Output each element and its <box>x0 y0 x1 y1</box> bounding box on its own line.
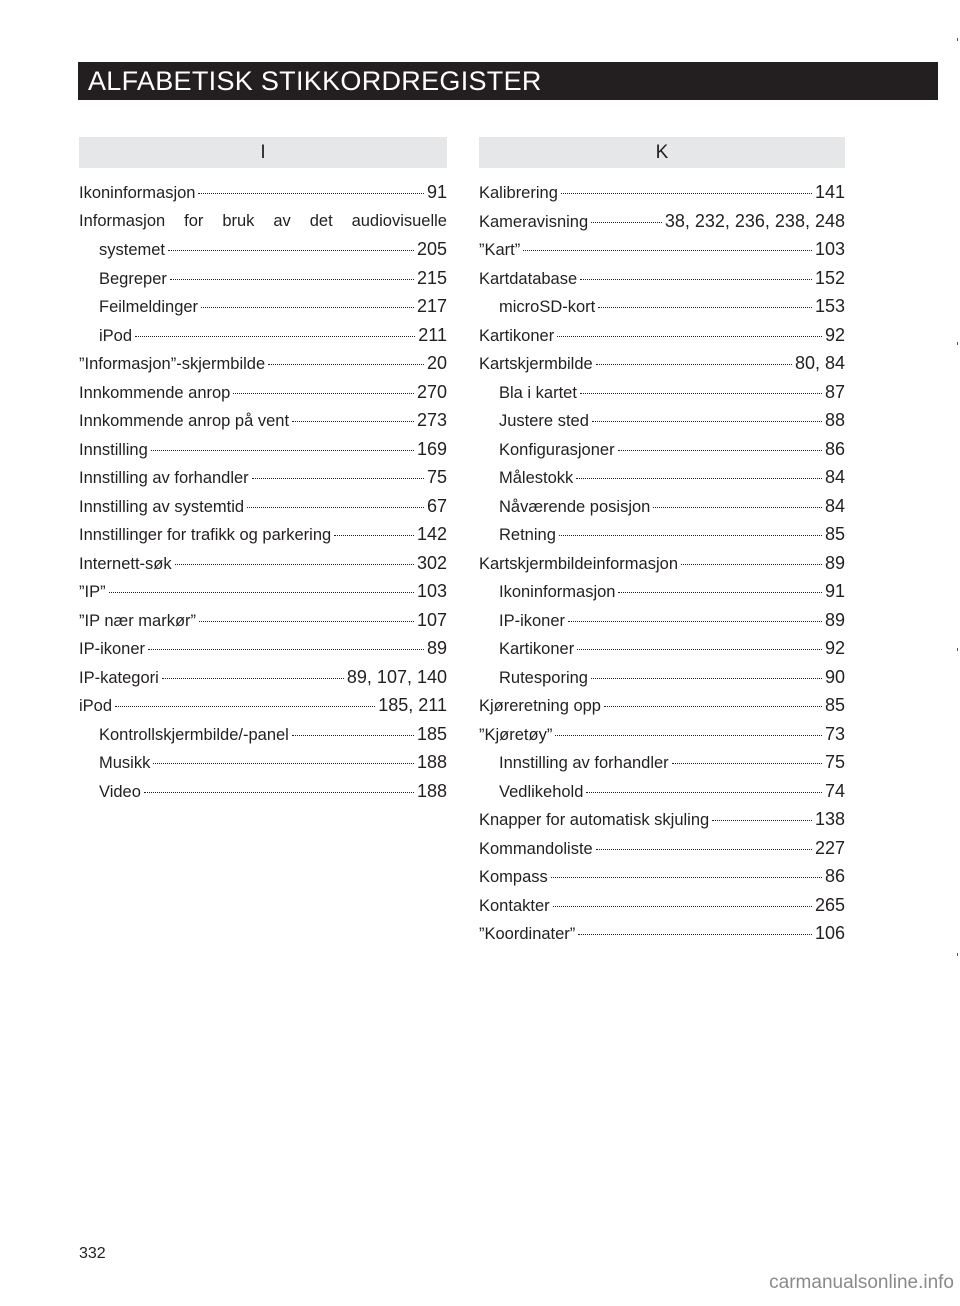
dot-leader <box>596 849 812 850</box>
index-entry <box>79 663 447 692</box>
index-term: systemet <box>99 241 166 259</box>
index-entry <box>479 720 845 749</box>
index-term: Retning <box>499 526 556 544</box>
index-subentry <box>479 663 845 692</box>
index-page-ref: 92 <box>824 638 845 658</box>
index-term: Kameravisning <box>479 212 589 231</box>
dot-leader <box>233 393 414 394</box>
index-term: ”IP nær markør” <box>79 611 197 630</box>
index-term: Innstilling av forhandler <box>79 469 249 487</box>
section-heading-i: I <box>79 137 447 168</box>
index-page-ref: 85 <box>824 524 845 544</box>
index-term: Musikk <box>99 754 151 772</box>
index-page-ref: 107 <box>416 609 447 630</box>
index-page-ref: 215 <box>416 267 447 288</box>
index-page-ref: 185, 211 <box>378 695 447 715</box>
index-page-ref: 80, 84 <box>794 353 845 373</box>
index-term: Kartikoner <box>479 326 555 345</box>
index-entry <box>79 520 447 549</box>
index-term: Kompass <box>479 868 548 886</box>
index-page-ref: 84 <box>824 467 845 487</box>
index-term: Ikoninformasjon <box>79 184 196 202</box>
index-page-ref: 103 <box>814 239 845 259</box>
dot-leader <box>586 792 822 793</box>
index-term: Kartikoner <box>499 640 575 658</box>
dot-leader <box>162 678 344 679</box>
index-page-ref: 302 <box>416 552 447 573</box>
page-number: 332 <box>79 1245 106 1262</box>
index-page-ref: 185 <box>416 723 447 744</box>
index-entry <box>79 463 447 492</box>
dot-leader <box>292 421 414 422</box>
index-page-ref: 217 <box>416 296 447 316</box>
index-term: Innstilling <box>79 440 148 459</box>
index-entry <box>79 577 447 606</box>
index-subentry <box>479 406 845 435</box>
index-term: Kontakter <box>479 896 550 915</box>
index-entry-word: for <box>184 211 204 230</box>
index-entry <box>79 492 447 521</box>
index-page-ref: 75 <box>824 752 845 772</box>
index-page-ref: 75 <box>426 467 447 487</box>
dot-leader <box>201 307 414 308</box>
page-title: ALFABETISK STIKKORDREGISTER <box>88 66 542 96</box>
dot-leader <box>596 364 792 365</box>
index-term: Kartskjermbilde <box>479 355 593 373</box>
index-entry <box>79 691 447 720</box>
dot-leader <box>523 250 812 251</box>
index-term: Kommandoliste <box>479 839 593 858</box>
index-term: ”Koordinater” <box>479 925 576 943</box>
index-term: Innkommende anrop på vent <box>79 412 290 430</box>
index-page-ref: 211 <box>418 324 447 345</box>
index-entry <box>479 235 845 264</box>
dot-leader <box>681 564 822 565</box>
index-term: iPod <box>99 326 133 345</box>
dot-leader <box>135 336 415 337</box>
index-term: Innstilling av forhandler <box>499 754 669 772</box>
dot-leader <box>553 906 812 907</box>
index-term: ”Informasjon”-skjermbilde <box>79 355 266 373</box>
index-term: ”Kart” <box>479 241 521 259</box>
index-entry <box>479 805 845 834</box>
index-page-ref: 188 <box>416 780 447 801</box>
dot-leader <box>334 535 414 536</box>
index-page-ref: 89 <box>426 638 447 658</box>
index-entry-word: audiovisuelle <box>351 211 447 230</box>
dot-leader <box>561 193 812 194</box>
index-entry <box>479 691 845 720</box>
index-subentry <box>479 777 845 806</box>
index-page-ref: 273 <box>416 410 447 430</box>
dot-leader <box>168 250 414 251</box>
index-term: Internett-søk <box>79 554 172 573</box>
dot-leader <box>151 450 414 451</box>
index-entry <box>479 919 845 948</box>
index-entry <box>479 207 845 236</box>
index-subentry <box>479 378 845 407</box>
index-term: Innkommende anrop <box>79 383 231 402</box>
index-page-ref: 89 <box>824 609 845 630</box>
dot-leader <box>653 507 822 508</box>
section-heading-k: K <box>479 137 845 168</box>
dot-leader <box>604 706 822 707</box>
crop-mark <box>957 38 958 41</box>
index-term: Begreper <box>99 269 167 288</box>
index-subentry <box>479 463 845 492</box>
dot-leader <box>170 279 414 280</box>
index-term: IP-ikoner <box>499 611 566 630</box>
dot-leader <box>618 450 822 451</box>
index-page-ref: 141 <box>814 182 845 202</box>
index-page-ref: 84 <box>824 495 845 516</box>
dot-leader <box>551 877 822 878</box>
index-subentry <box>79 777 447 806</box>
index-entry-word: bruk <box>222 211 255 230</box>
index-term: Nåværende posisjon <box>499 497 651 516</box>
index-term: Kartskjermbildeinformasjon <box>479 554 678 573</box>
index-term: Målestokk <box>499 469 574 487</box>
index-term: Konfigurasjoner <box>499 440 615 459</box>
dot-leader <box>247 507 424 508</box>
index-entry <box>479 891 845 920</box>
index-page-ref: 142 <box>416 524 447 544</box>
index-entry <box>479 178 845 207</box>
index-page-ref: 188 <box>416 752 447 772</box>
index-entry <box>79 606 447 635</box>
index-subentry <box>479 634 845 663</box>
dot-leader <box>618 592 821 593</box>
index-subentry <box>479 492 845 521</box>
dot-leader <box>292 735 414 736</box>
dot-leader <box>144 792 414 793</box>
index-entry <box>79 378 447 407</box>
index-page-ref: 88 <box>824 410 845 430</box>
index-term: Feilmeldinger <box>99 298 199 316</box>
dot-leader <box>580 393 822 394</box>
index-subentry <box>79 720 447 749</box>
index-list-right <box>479 178 845 948</box>
index-entry-wrapped-line <box>79 207 447 236</box>
dot-leader <box>559 535 822 536</box>
index-entry-word: av <box>273 211 291 230</box>
dot-leader <box>153 763 414 764</box>
dot-leader <box>198 193 423 194</box>
dot-leader <box>555 735 822 736</box>
index-page-ref: 20 <box>426 353 447 373</box>
index-column-right <box>479 137 845 948</box>
index-page-ref: 89, 107, 140 <box>346 666 447 687</box>
index-term: IP-ikoner <box>79 640 146 658</box>
index-column-left <box>79 137 447 805</box>
index-entry <box>79 235 447 264</box>
index-term: Knapper for automatisk skjuling <box>479 811 710 829</box>
index-term: Kontrollskjermbilde/-panel <box>99 725 289 744</box>
index-page-ref: 86 <box>824 866 845 886</box>
index-page-ref: 87 <box>824 381 845 402</box>
index-page-ref: 153 <box>814 296 845 316</box>
index-subentry <box>79 321 447 350</box>
index-page-ref: 90 <box>824 666 845 687</box>
dot-leader <box>109 592 414 593</box>
dot-leader <box>568 621 822 622</box>
index-entry <box>479 862 845 891</box>
index-subentry <box>79 748 447 777</box>
index-entry <box>479 549 845 578</box>
index-page-ref: 85 <box>824 695 845 715</box>
index-entry <box>79 549 447 578</box>
index-page-ref: 74 <box>824 780 845 801</box>
index-page-ref: 91 <box>426 182 447 202</box>
index-page-ref: 73 <box>824 723 845 744</box>
index-entry <box>79 178 447 207</box>
index-page-ref: 227 <box>814 837 845 858</box>
dot-leader <box>175 564 414 565</box>
index-page-ref: 270 <box>416 381 447 402</box>
index-page-ref: 103 <box>416 581 447 601</box>
index-page-ref: 89 <box>824 552 845 573</box>
index-page-ref: 106 <box>814 923 845 943</box>
crop-mark <box>957 342 958 345</box>
index-term: Bla i kartet <box>499 383 577 402</box>
index-page-ref: 91 <box>824 581 845 601</box>
index-term: IP-kategori <box>79 668 159 687</box>
header-bar <box>78 62 938 100</box>
index-entry-word: det <box>309 211 333 230</box>
index-list-left <box>79 178 447 805</box>
index-term: microSD-kort <box>499 298 596 316</box>
crop-mark <box>957 648 958 651</box>
index-term: Kjøreretning opp <box>479 697 601 715</box>
index-entry <box>79 634 447 663</box>
dot-leader <box>591 222 662 223</box>
index-term: Video <box>99 782 141 801</box>
dot-leader <box>580 279 812 280</box>
index-term: Rutesporing <box>499 668 588 687</box>
index-entry-word: Informasjon <box>79 211 166 230</box>
dot-leader <box>577 649 822 650</box>
dot-leader <box>268 364 424 365</box>
index-subentry <box>479 606 845 635</box>
index-term: Kartdatabase <box>479 269 578 288</box>
index-term: Innstilling av systemtid <box>79 497 245 516</box>
index-page-ref: 169 <box>416 438 447 459</box>
index-entry <box>479 349 845 378</box>
index-page-ref: 86 <box>824 438 845 459</box>
dot-leader <box>712 820 812 821</box>
index-page-ref: 67 <box>426 495 447 516</box>
index-subentry <box>79 264 447 293</box>
dot-leader <box>578 934 812 935</box>
index-term: ”IP” <box>79 583 106 601</box>
index-term: iPod <box>79 697 113 715</box>
index-entry <box>79 435 447 464</box>
index-subentry <box>479 292 845 321</box>
index-page-ref: 205 <box>416 239 447 259</box>
dot-leader <box>115 706 375 707</box>
index-page-ref: 38, 232, 236, 238, 248 <box>664 210 845 231</box>
dot-leader <box>252 478 424 479</box>
dot-leader <box>148 649 424 650</box>
index-entry <box>479 264 845 293</box>
index-page-ref: 265 <box>814 894 845 915</box>
index-subentry <box>479 748 845 777</box>
index-term: Innstillinger for trafikk og parkering <box>79 526 332 544</box>
watermark-logo: carmanualsonline.info <box>769 1272 954 1293</box>
dot-leader <box>199 621 414 622</box>
index-subentry <box>479 577 845 606</box>
index-term: Vedlikehold <box>499 782 584 801</box>
index-term: Ikoninformasjon <box>499 583 616 601</box>
dot-leader <box>598 307 812 308</box>
index-subentry <box>479 520 845 549</box>
index-term: Justere sted <box>499 412 589 430</box>
index-page-ref: 152 <box>814 267 845 288</box>
index-page-ref: 92 <box>824 324 845 345</box>
index-entry <box>79 349 447 378</box>
dot-leader <box>557 336 822 337</box>
index-term: ”Kjøretøy” <box>479 725 553 744</box>
index-entry <box>79 406 447 435</box>
index-subentry <box>79 292 447 321</box>
crop-mark <box>957 953 958 956</box>
index-term: Kalibrering <box>479 184 558 202</box>
index-subentry <box>479 435 845 464</box>
dot-leader <box>576 478 822 479</box>
index-entry <box>479 834 845 863</box>
dot-leader <box>672 763 822 764</box>
dot-leader <box>592 421 822 422</box>
index-page-ref: 138 <box>814 809 845 829</box>
dot-leader <box>591 678 822 679</box>
index-entry <box>479 321 845 350</box>
